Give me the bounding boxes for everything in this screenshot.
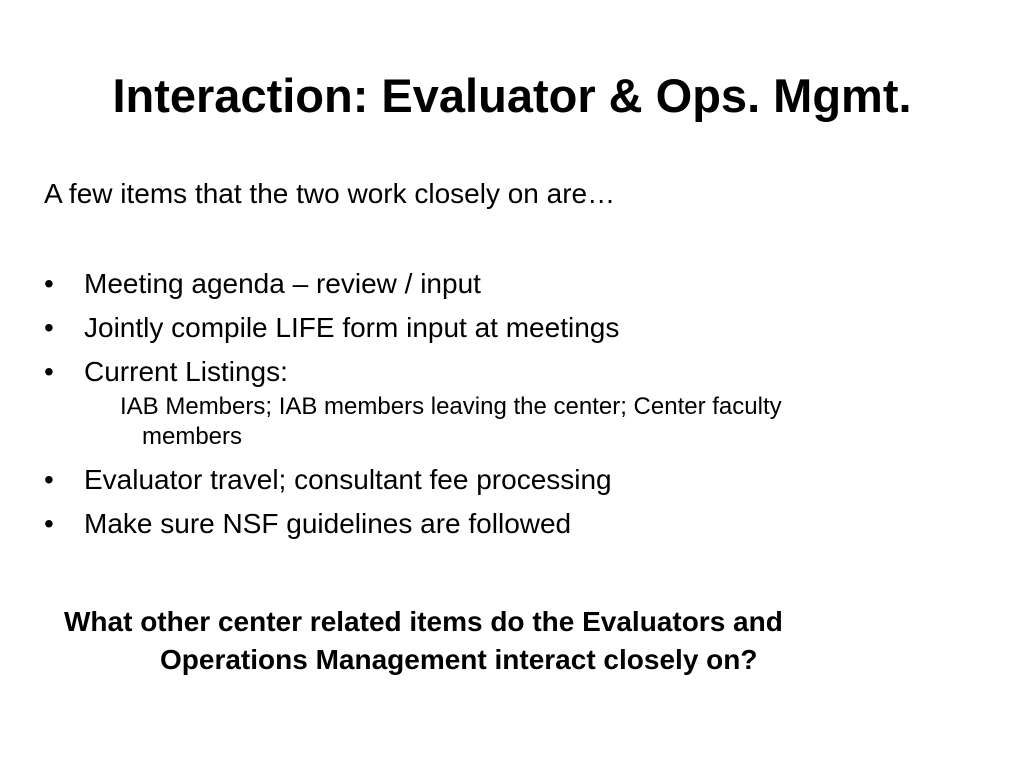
bullet-marker: • (44, 312, 54, 343)
intro-text: A few items that the two work closely on are… (44, 178, 616, 209)
bullet-text: Evaluator travel; consultant fee processing (84, 464, 612, 495)
bullet-item-meeting-agenda (44, 266, 984, 302)
bullet-item-current-listings (44, 354, 984, 390)
bullet-item-life-form (44, 310, 984, 346)
bullet-marker: • (44, 508, 54, 539)
bullet-item-nsf-guidelines (44, 506, 984, 542)
bullet-marker: • (44, 356, 54, 387)
question-line-1: What other center related items do the Evaluators and (64, 606, 783, 637)
bullet-list (44, 266, 984, 550)
bullet-item-evaluator-travel (44, 462, 984, 498)
question-line-2: Operations Management interact closely on? (160, 644, 758, 675)
bullet-text: Meeting agenda – review / input (84, 268, 481, 299)
bullet-text: Make sure NSF guidelines are followed (84, 508, 572, 539)
sub-item-line-1: IAB Members; IAB members leaving the center; Center faculty (120, 393, 782, 420)
sub-item-listings (44, 392, 910, 452)
closing-question (64, 603, 964, 679)
slide-title: Interaction: Evaluator & Ops. Mgmt. (112, 69, 912, 122)
bullet-marker: • (44, 464, 54, 495)
bullet-text: Current Listings: (84, 356, 288, 387)
sub-item-line-2: members (142, 423, 243, 450)
bullet-text: Jointly compile LIFE form input at meetings (84, 312, 620, 343)
bullet-marker: • (44, 268, 54, 299)
